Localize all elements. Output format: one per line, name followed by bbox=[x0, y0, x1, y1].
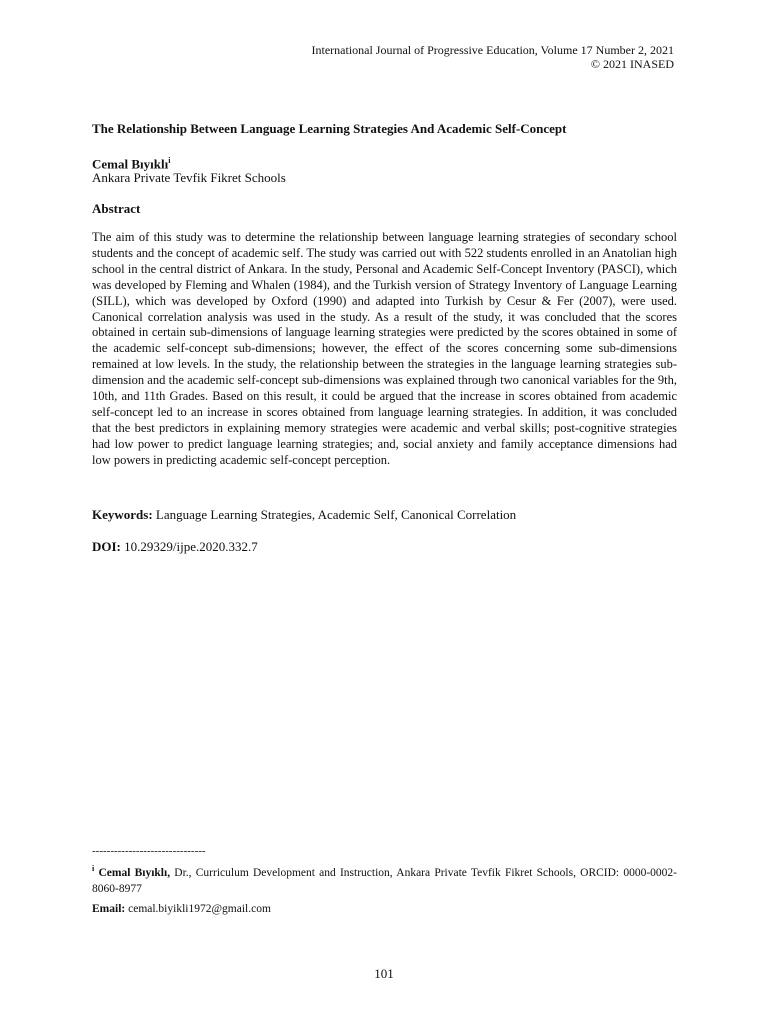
email-address: cemal.biyikli1972@gmail.com bbox=[128, 903, 271, 915]
email-label: Email: bbox=[92, 903, 126, 915]
footnote-marker: i bbox=[92, 864, 95, 873]
article-title: The Relationship Between Language Learning Strategies And Academic Self-Concept bbox=[92, 121, 567, 136]
keywords-label: Keywords: bbox=[92, 507, 153, 522]
abstract-body: The aim of this study was to determine the relationship between language learning strategies of secondary school students and the concept of academic self. The study was carried out with 522 students enrolled in an Anatolian high school in the central district of Ankara. In the study, Personal and Academic Self-Concept Inventory (PASCI), which was developed by Fleming and Whalen (1984), and the Turkish version of Strategy Inventory of Language Learning (SILL), which was developed by Oxford (1990) and adapted into Turkish by Cesur & Fer (2007), were used. Canonical correlation analysis was used in the study. As a result of the study, it was concluded that the scores obtained in certain sub-dimensions of language learning strategies were predicted by the scores obtained in some of the academic self-concept sub-dimensions; however, the effect of the scores concerning some sub-dimensions remained at low levels. In the study, the relationship between the strategies in the language learning strategies sub-dimension and the academic self-concept sub-dimensions was explained through two canonical variables for the 9th, 10th, and 11th Grades. Based on this result, it could be argued that the increase in scores obtained from academic self-concept led to an increase in scores obtained from language learning strategies. In addition, it was concluded that the best predictors in explaining memory strategies were academic and verbal skills; post-cognitive strategies had low power to predict language learning strategies; and, social anxiety and family acceptance dimensions had low powers in predicting academic self-concept perception. bbox=[92, 230, 677, 467]
doi-label: DOI: bbox=[92, 539, 121, 554]
keywords-line bbox=[92, 507, 516, 523]
footnote-separator: ------------------------------- bbox=[92, 845, 206, 857]
abstract-heading: Abstract bbox=[92, 201, 141, 216]
author-footnote-marker: i bbox=[168, 156, 171, 165]
doi-line bbox=[92, 539, 258, 555]
doi-value: 10.29329/ijpe.2020.332.7 bbox=[124, 539, 258, 554]
copyright-header: © 2021 INASED bbox=[590, 57, 674, 71]
author-affiliation: Ankara Private Tevfik Fikret Schools bbox=[92, 170, 286, 185]
email-line bbox=[92, 903, 271, 915]
page-number: 101 bbox=[374, 966, 394, 981]
footnote-author: Cemal Bıyıklı, bbox=[98, 866, 171, 879]
journal-header: International Journal of Progressive Education, Volume 17 Number 2, 2021 bbox=[311, 43, 674, 57]
author-name-text: Cemal Bıyıklı bbox=[92, 156, 169, 172]
footnote-text: Dr., Curriculum Development and Instruction, Ankara Private Tevfik Fikret Schools, ORCID: 0000-0002-8060-8977 bbox=[92, 866, 678, 895]
footnote bbox=[92, 861, 677, 897]
keywords-text: Language Learning Strategies, Academic Self, Canonical Correlation bbox=[155, 507, 517, 522]
